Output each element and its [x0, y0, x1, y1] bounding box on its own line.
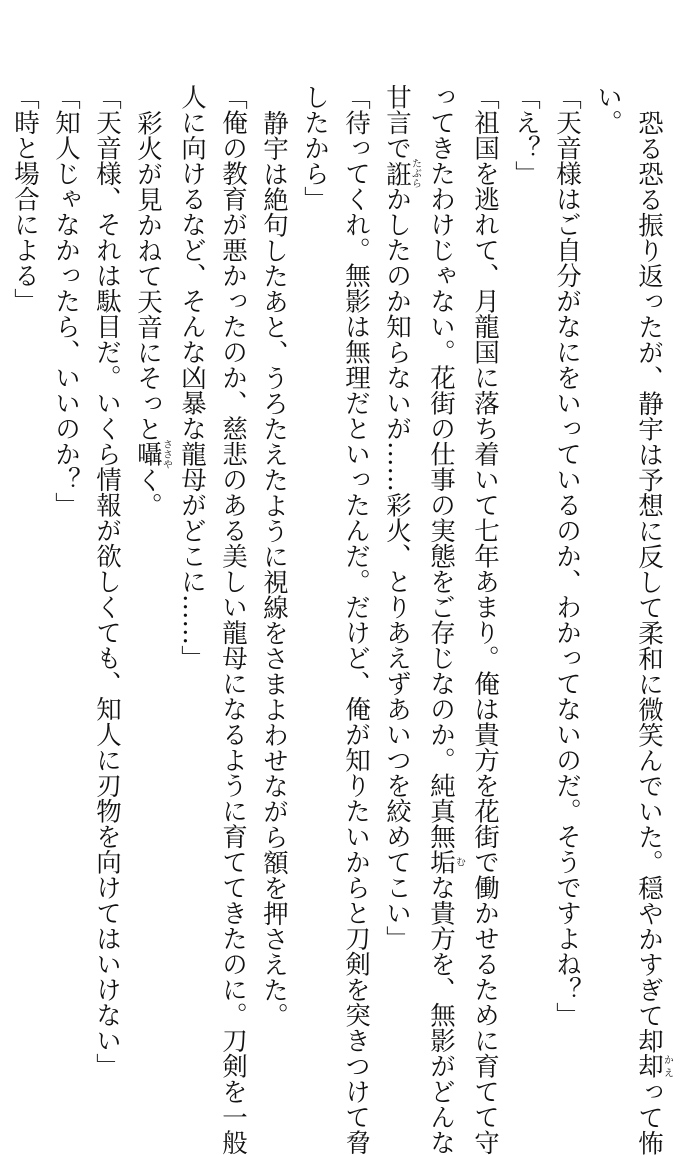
text-line-6-part-b: な貴方を、無影がどんな — [426, 875, 456, 1155]
text-line-13: 彩火が見かねて天音にそっと囁ささやく。 — [127, 84, 171, 954]
text-line-7: 甘言で誑たぶらかしたのか知らないが……彩火、とりあえずあいつを絞めてこい」 — [376, 84, 420, 954]
text-line-1: 恐る恐る振り返ったが、静宇は予想に反して柔和に微笑んでいた。穏やかすぎて却却かえって怖 — [628, 84, 672, 954]
text-line-2: い。 — [587, 84, 628, 954]
text-line-11: 「俺の教育が悪かったのか、慈悲のある美しい龍母になるように育ててきたのに。刀剣を一般 — [212, 84, 253, 954]
ruby-sasaya: 囁ささや — [133, 441, 163, 467]
text-line-17 — [0, 84, 4, 954]
text-line-6 — [420, 84, 464, 954]
text-line-15: 「知人じゃなかったら、いいのか？」 — [45, 84, 86, 954]
ruby-muku: 垢む — [426, 849, 456, 875]
ruby-tabura: 誑たぶら — [382, 161, 412, 187]
text-line-16: 「時と場合による」 — [4, 84, 45, 954]
text-line-14: 「天音様、それは駄目だ。いくら情報が欲しくても、知人に刃物を向けてはいけない」 — [86, 84, 127, 954]
ruby-kaette: 却かえ — [634, 1053, 664, 1079]
text-line-4: 「え？」 — [505, 84, 546, 954]
text-line-12: 人に向けるなど、そんな凶暴な龍母がどこに……」 — [171, 84, 212, 954]
text-line-6-part-a: ってきたわけじゃない。花街の仕事の実態をご存じなのか。純真無 — [426, 84, 456, 849]
text-line-9: したから」 — [294, 84, 335, 954]
text-line-3: 「天音様はご自分がなにをいっているのか、わかってないのだ。そうですよね？」 — [546, 84, 587, 954]
text-line-8: 「待ってくれ。無影は無理だといったんだ。だけど、俺が知りたいからと刀剣を突きつけて脅 — [335, 84, 376, 954]
vertical-text-body — [12, 84, 672, 954]
text-line-10: 静宇は絶句したあと、うろたえたように視線をさまよわせながら額を押さえた。 — [253, 84, 294, 954]
text-line-5: 「祖国を逃れて、月龍国に落ち着いて七年あまり。俺は貴方を花街で働かせるために育てて守 — [464, 84, 505, 954]
